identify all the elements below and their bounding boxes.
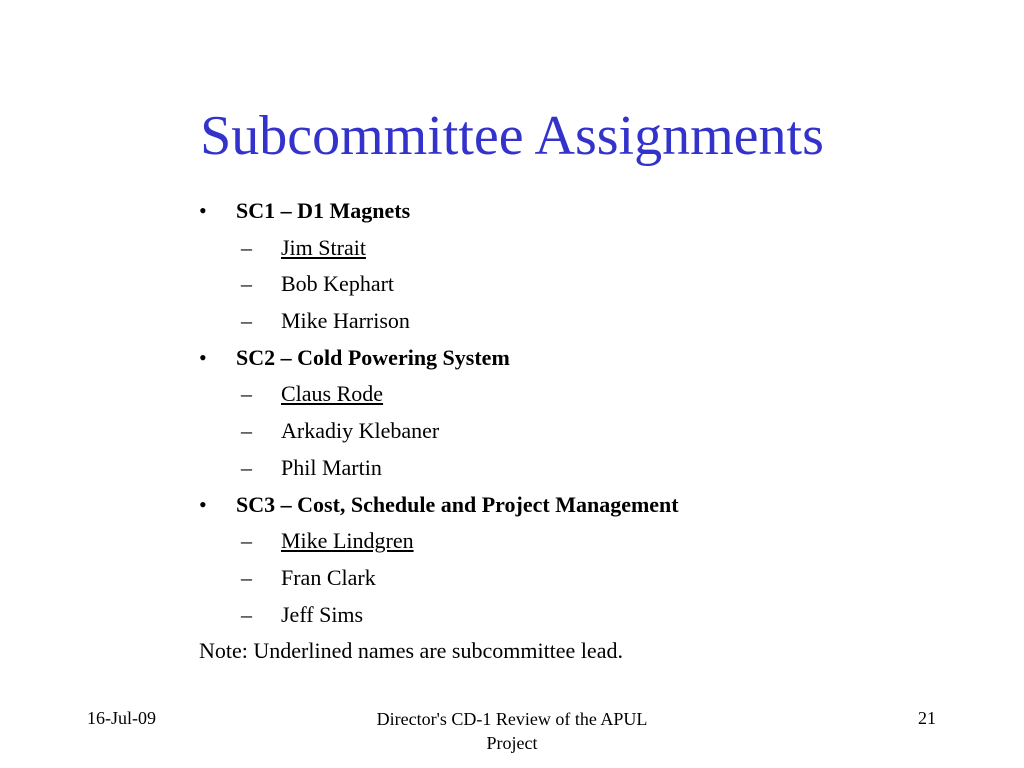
member-item [199,376,959,413]
dash-icon: – [241,454,252,480]
dash-icon: – [241,528,252,554]
member-item [199,523,959,560]
footer-title-line: Director's CD-1 Review of the APUL [376,709,648,729]
member-item [199,413,959,450]
bullet-icon: • [199,198,207,223]
member-item [199,266,959,303]
footer-date: 16-Jul-09 [87,708,156,728]
subcommittee-heading [199,340,959,377]
member-item [199,560,959,597]
member-item [199,450,959,487]
subcommittee-heading-text: SC2 – Cold Powering System [236,344,510,370]
subcommittee-heading-text: SC1 – D1 Magnets [236,198,411,223]
subcommittee-sc3 [199,487,959,634]
member-name-lead: Claus Rode [281,381,384,407]
bullet-icon: • [199,344,207,370]
member-name: Arkadiy Klebaner [281,418,440,444]
member-name: Phil Martin [281,454,382,480]
subcommittee-heading-text: SC3 – Cost, Schedule and Project Management [236,491,679,517]
bullet-icon: • [199,491,207,517]
member-item [199,303,959,340]
member-name: Mike Harrison [281,308,410,334]
dash-icon: – [241,564,252,590]
subcommittee-heading [199,487,959,524]
subcommittee-heading [199,193,959,230]
dash-icon: – [241,381,252,407]
page-number: 21 [918,708,936,728]
subcommittee-sc1 [199,193,959,340]
dash-icon: – [241,418,252,444]
footer-title-line: Project [486,733,538,753]
member-name-lead: Mike Lindgren [281,528,414,554]
dash-icon: – [241,601,252,627]
lead-note: Note: Underlined names are subcommittee lead. [199,638,623,664]
slide-content [199,193,959,670]
subcommittee-sc2 [199,340,959,487]
member-item [199,230,959,267]
member-name: Fran Clark [281,564,376,590]
slide-title: Subcommittee Assignments [200,105,824,167]
footer-title [340,707,684,755]
member-name: Jeff Sims [281,601,364,627]
member-name: Bob Kephart [281,271,395,297]
dash-icon: – [241,271,252,297]
member-item [199,597,959,634]
dash-icon: – [241,234,252,260]
member-name-lead: Jim Strait [281,234,366,260]
dash-icon: – [241,308,252,334]
